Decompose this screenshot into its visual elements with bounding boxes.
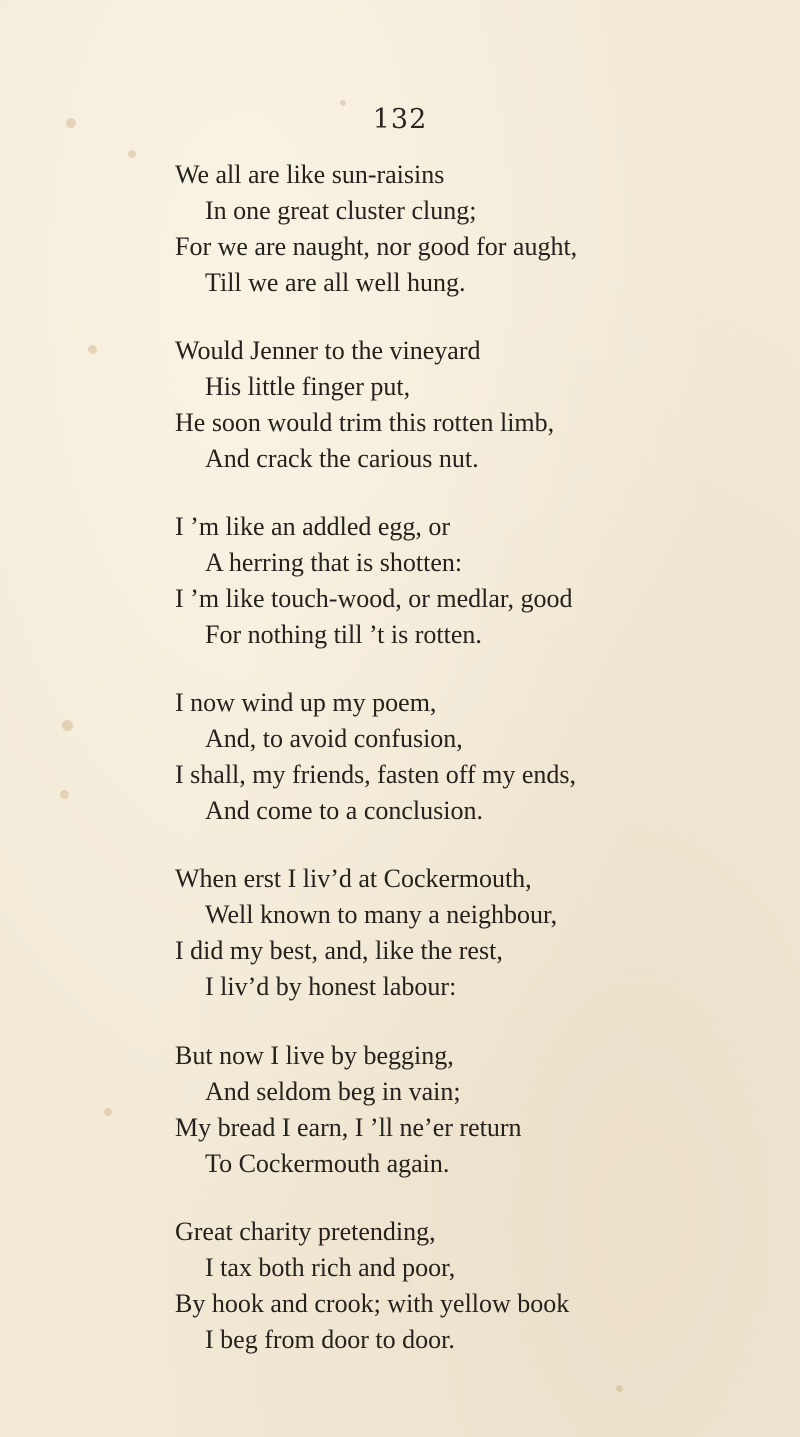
poem-line: Would Jenner to the vineyard	[175, 336, 481, 365]
poem-line: And crack the carious nut.	[205, 444, 479, 473]
page-number: 132	[372, 104, 428, 135]
poem-line: And seldom beg in vain;	[205, 1077, 461, 1106]
poem-line: His little finger put,	[205, 372, 411, 401]
poem-line: I did my best, and, like the rest,	[175, 936, 503, 965]
poem-line: He soon would trim this rotten limb,	[175, 408, 555, 437]
poem-line: When erst I liv’d at Cockermouth,	[175, 864, 532, 893]
foxing-spot	[62, 720, 73, 731]
poem-line: By hook and crook; with yellow book	[175, 1289, 570, 1318]
foxing-spot	[88, 345, 97, 354]
foxing-spot	[104, 1108, 112, 1116]
poem-line: And come to a conclusion.	[205, 796, 483, 825]
poem-line: I liv’d by honest labour:	[205, 972, 457, 1001]
poem-line: Till we are all well hung.	[205, 268, 466, 297]
poem-line: For we are naught, nor good for aught,	[175, 232, 578, 261]
poem-line: I now wind up my poem,	[175, 688, 437, 717]
poem-line: Well known to many a neighbour,	[205, 900, 558, 929]
poem-line: For nothing till ’t is rotten.	[205, 620, 482, 649]
poem-line: My bread I earn, I ’ll ne’er return	[175, 1113, 522, 1142]
foxing-spot	[60, 790, 69, 799]
foxing-spot	[616, 1385, 623, 1392]
poem-line: I tax both rich and poor,	[205, 1253, 456, 1282]
poem-line: We all are like sun-raisins	[175, 160, 445, 189]
poem-line: I beg from door to door.	[205, 1325, 455, 1354]
poem-line: Great charity pretending,	[175, 1217, 436, 1246]
poem-line: In one great cluster clung;	[205, 196, 477, 225]
foxing-spot	[128, 150, 136, 158]
poem-line: A herring that is shotten:	[205, 548, 463, 577]
poem-line: I ’m like touch-wood, or medlar, good	[175, 584, 573, 613]
poem-line: But now I live by begging,	[175, 1041, 454, 1070]
poem-line: To Cockermouth again.	[205, 1149, 450, 1178]
poem-line: And, to avoid confusion,	[205, 724, 463, 753]
poem-line: I shall, my friends, fasten off my ends,	[175, 760, 576, 789]
poem-line: I ’m like an addled egg, or	[175, 512, 451, 541]
